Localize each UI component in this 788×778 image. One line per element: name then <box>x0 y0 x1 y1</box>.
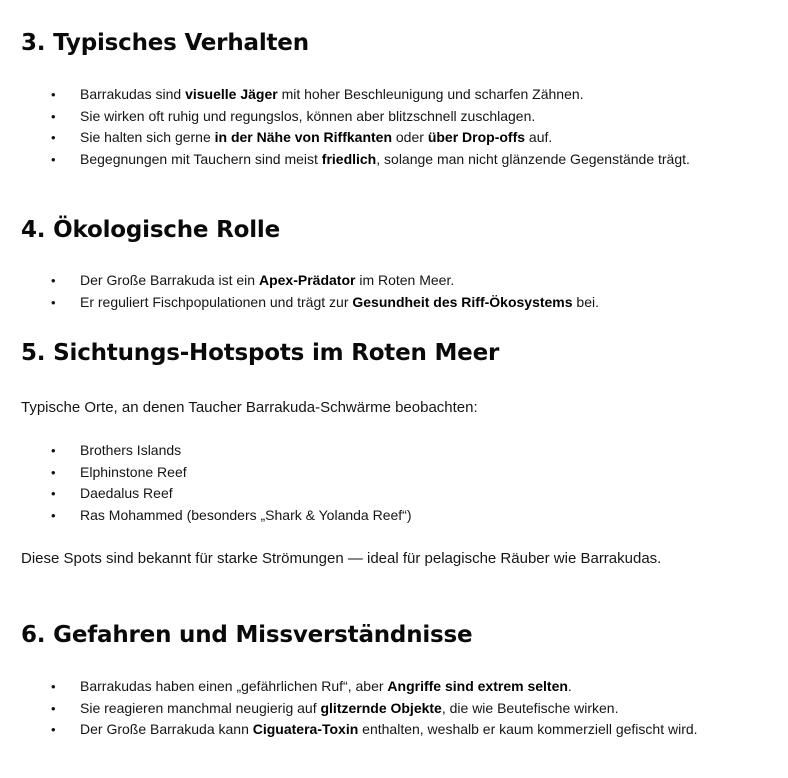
bullet-list <box>0 84 788 170</box>
list-item <box>0 698 788 720</box>
list-item <box>0 292 788 314</box>
list-item <box>0 149 788 171</box>
section-heading: 5. Sichtungs-Hotspots im Roten Meer <box>21 340 500 366</box>
text-run: enthalten, weshalb er kaum kommerziell gefischt wird. <box>358 721 698 737</box>
list-item <box>0 505 788 527</box>
bold-text: visuelle Jäger <box>185 86 278 102</box>
text-run: bei. <box>572 293 600 310</box>
text-run: , solange man nicht glänzende Gegenstände trägt. <box>376 150 690 167</box>
text-run: im Roten Meer. <box>355 272 455 288</box>
text-run: Sie halten sich gerne <box>80 129 215 145</box>
bold-text: in der Nähe von Riffkanten <box>214 129 392 145</box>
bold-text: friedlich <box>321 150 377 167</box>
text-run: oder <box>392 129 428 145</box>
bullet-list <box>0 676 788 741</box>
list-item <box>0 84 788 106</box>
section-heading: 6. Gefahren und Missverständnisse <box>21 622 473 648</box>
text-run: mit hoher Beschleunigung und scharfen Zähnen. <box>277 86 584 102</box>
text-run: Der Große Barrakuda ist ein <box>80 272 259 288</box>
list-item <box>0 440 788 462</box>
text-run: Der Große Barrakuda kann <box>80 721 253 737</box>
list-item <box>0 127 788 149</box>
text-run: Begegnungen mit Tauchern sind meist <box>80 150 322 167</box>
outro-paragraph: Diese Spots sind bekannt für starke Strömungen — ideal für pelagische Räuber wie Barrakudas. <box>21 550 662 567</box>
text-run: auf. <box>525 129 553 145</box>
text-run: Brothers Islands <box>80 442 182 458</box>
list-item <box>0 719 788 741</box>
bullet-list <box>0 440 788 526</box>
text-run: , die wie Beutefische wirken. <box>441 699 619 716</box>
intro-paragraph: Typische Orte, an denen Taucher Barrakuda-Schwärme beobachten: <box>21 399 478 416</box>
bold-text: Ciguatera-Toxin <box>252 721 359 737</box>
text-run: Er reguliert Fischpopulationen und trägt zur <box>80 293 353 310</box>
list-item <box>0 270 788 292</box>
text-run: Barrakudas haben einen „gefährlichen Ruf“, aber <box>80 678 388 694</box>
text-run: Elphinstone Reef <box>80 463 187 480</box>
bold-text: über Drop-offs <box>427 129 526 145</box>
bold-text: Angriffe sind extrem selten <box>387 678 568 694</box>
list-item <box>0 106 788 128</box>
bold-text: Gesundheit des Riff-Ökosystems <box>352 293 573 310</box>
list-item <box>0 462 788 484</box>
text-run: Daedalus Reef <box>80 485 173 501</box>
list-item <box>0 483 788 505</box>
bullet-list <box>0 270 788 313</box>
text-run: Sie reagieren manchmal neugierig auf <box>80 699 321 716</box>
text-run: Ras Mohammed (besonders „Shark & Yolanda Reef“) <box>80 506 412 523</box>
text-run: . <box>567 678 572 694</box>
bold-text: glitzernde Objekte <box>320 699 442 716</box>
list-item <box>0 676 788 698</box>
text-run: Barrakudas sind <box>80 86 186 102</box>
text-run: Sie wirken oft ruhig und regungslos, können aber blitzschnell zuschlagen. <box>80 107 536 124</box>
section-heading: 3. Typisches Verhalten <box>21 30 309 56</box>
section-heading: 4. Ökologische Rolle <box>21 217 280 243</box>
bold-text: Apex-Prädator <box>258 272 356 288</box>
